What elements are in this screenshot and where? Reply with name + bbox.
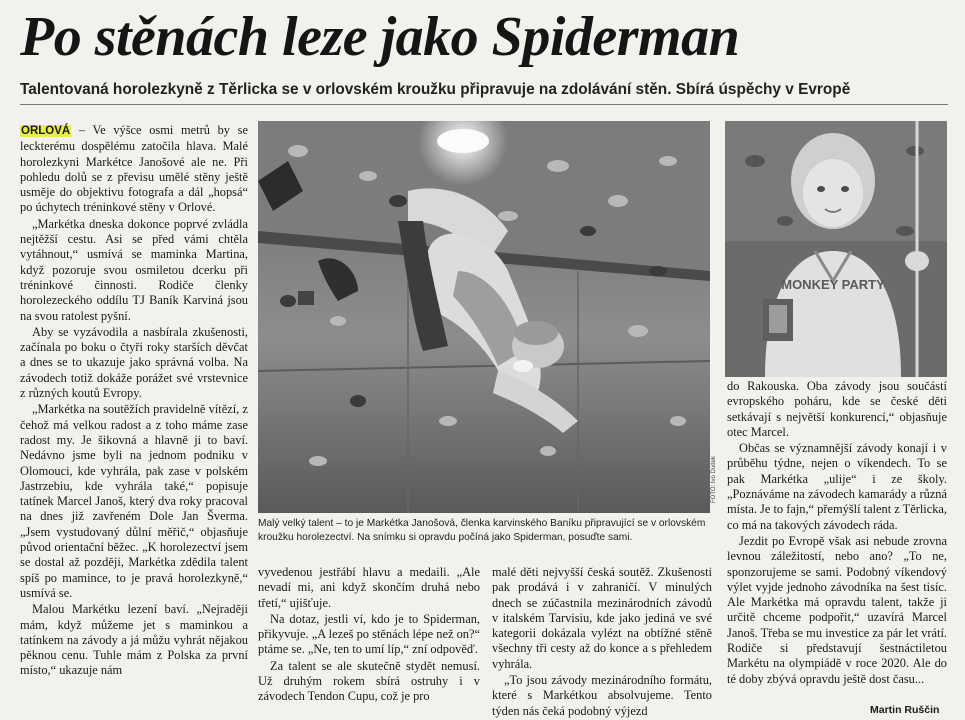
paragraph: Malou Markétku lezení baví. „Nejraději mám, když můžeme jet s maminkou a tatínkem na závody a já můžu vyhrát nějakou pěknou cenu. Tuhle mám z Polska za první místo,“ ukazuje nám [20, 602, 248, 678]
paragraph: do Rakouska. Oba závody jsou součástí evropského poháru, kde se české děti setkávají s největší konkurencí,“ objasňuje otec Marcel. [727, 379, 947, 439]
paragraph: Občas se významnější závody konají i v průběhu týdne, nejen o víkendech. To se pak Markétka „ulije“ i ze školy. „Poznáváme na závodech kamarády a různá místa. Je to fajn,“ přemýšlí talent z Těrlicka, co má na takových závodech ráda. [727, 441, 947, 532]
portrait-photo [725, 121, 947, 377]
paragraph: „Markétka na soutěžích pravidelně vítězí, z čehož má velkou radost a z toho máme zase radost my. Je šikovná a hlavně ji to baví. Nedávno jsme byli na jednom podniku v Olomouci, kde vyhrála, pak zase v polském Jastrzebiu, kde vyhrála také,“ popisuje tatínek Marcel Janoš, který dva roky pracoval na dnes již zavřeném Dole Jan Šverma. „Jsem vystudovaný důlní měřič,“ objasňuje původ orientační běžec. „K horolezectví jsem se dostal až později, Markétka zdědila talent spíš po mamince, to je pravá horolezkyně,“ usmívá se. [20, 402, 248, 600]
paragraph: vyvedenou jestřábí hlavu a medaili. „Ale nevadí mi, ani když skončím druhá nebo třetí,“ ujišťuje. [258, 565, 480, 610]
paragraph: „Markétka dneska dokonce poprvé zvládla nejtěžší cestu. Asi se před vámi chtěla vytáhnout,“ usmívá se maminka Martina, když pozoruje svou osmiletou dcerku při tréninkové činnosti. Rodiče členky horolezeckého oddílu TJ Baník Karviná jsou na svou ratolest pyšní. [20, 216, 248, 323]
lead-text: – Ve výšce osmi metrů by se leckterému dospělému zatočila hlava. Malé horolezkyni Markétce Janošové ale ne. Při pohledu dolů se z převisu umělé stěny ještě usměje do objektivu fotografa a dál „hopsá“ po úchytech tréninkové stěny v Orlové. [20, 123, 248, 215]
photo-caption: Malý velký talent – to je Markétka Janošová, členka karvinského Baníku připravující se v orlovském kroužku horolezectví. Na snímku si opravdu počíná jako Spiderman, posuďte sami. [258, 518, 706, 543]
climbing-photo [258, 121, 710, 513]
article-column-2 [258, 565, 480, 705]
subtitle: Talentovaná horolezkyně z Těrlicka se v orlovském kroužku připravuje na zdolávání stěn. Sbírá úspěchy v Evropě [20, 81, 851, 98]
shirt-text: MONKEY PARTY [781, 277, 885, 292]
paragraph: „To jsou závody mezinárodního formátu, které s Markétkou absolvujeme. Tento týden nás čeká podobný výjezd [492, 673, 712, 718]
headline: Po stěnách leze jako Spiderman [20, 6, 740, 68]
paragraph: Aby se vyzávodila a nasbírala zkušenosti, začínala po boku o čtyři roky starších děvčat a dnes se to ukazuje jako správná volba. Na závodech totiž dokáže porážet své vrstevnice z různých koutů Evropy. [20, 324, 248, 401]
lead-paragraph [20, 123, 248, 216]
paragraph: malé děti nejvyšší česká soutěž. Zkušenosti pak prodává i v zahraničí. V minulých dnech se zúčastnila mezinárodních závodů v italském Tarvisiu, kde jako jediná ve své kategorii dokázala vylézt na obtížné stěně všechny tři cesty až do konce a s přehledem vyhrála. [492, 565, 712, 671]
article-column-4 [727, 379, 947, 687]
paragraph: Jezdit po Evropě však asi nebude zrovna levnou záležitostí, nebo ano? „To ne, sponzorujeme se sami. Podobný víkendový výlet vyjde jednoho závodníka na šest tisíc. Ale Markétka má opravdu talent, takže ji určitě chceme podpořit,“ uzavírá Marcel Janoš. Třeba se mu investice za pár let vrátí. Rodiče si představují šestnáctiletou Markétu na olympiádě v roce 2020. Ale do té doby zbývá opravdu ještě dost času... [727, 533, 947, 686]
article-column-3 [492, 565, 712, 719]
author-byline: Martin Ruščin [870, 704, 940, 716]
paragraph: Na dotaz, jestli ví, kdo je to Spiderman, přikyvuje. „A lezeš po stěnách lépe než on?“ ptáme se. „Ne, ten to umí líp,“ zní odpověď. [258, 611, 480, 657]
header-divider [20, 104, 948, 105]
place-tag: ORLOVÁ [21, 125, 71, 137]
girl-portrait-image [725, 121, 947, 377]
paragraph: Za talent se ale skutečně stydět nemusí. Už druhým rokem sbírá ostruhy i v závodech Tendon Cupu, což je pro [258, 658, 480, 704]
photo-credit: FOTO: Ivo Dudek [711, 456, 717, 503]
climbing-wall-image [258, 121, 710, 513]
article-column-1 [20, 123, 248, 679]
